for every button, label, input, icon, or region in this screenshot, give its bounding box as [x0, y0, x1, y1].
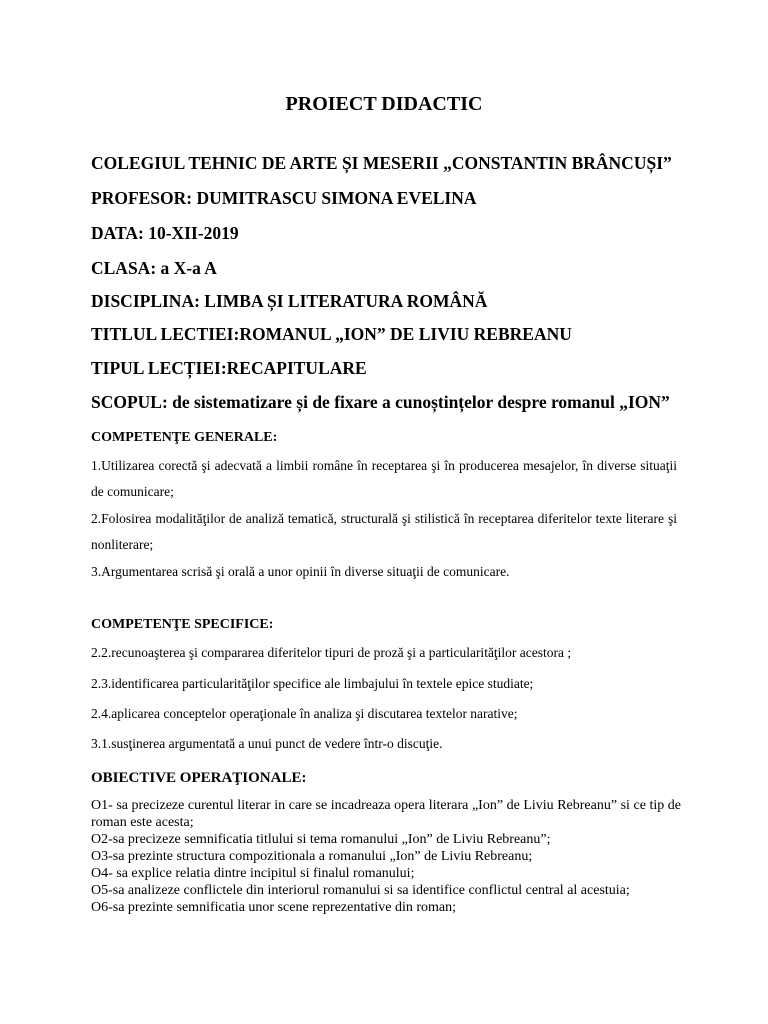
competente-specifice-heading: COMPETENŢE SPECIFICE: [91, 617, 274, 632]
document-title: PROIECT DIDACTIC [285, 93, 483, 115]
obiectiv-o5: O5-sa analizeze conflictele din interiorul romanului si sa identifice conflictul central al acestuia; [91, 883, 630, 898]
obiective-list [91, 797, 681, 916]
header-teacher: PROFESOR: DUMITRASCU SIMONA EVELINA [91, 188, 477, 208]
header-school: COLEGIUL TEHNIC DE ARTE ȘI MESERII „CONSTANTIN BRÂNCUȘI” [91, 153, 672, 173]
obiectiv-o6: O6-sa prezinte semnificatia unor scene reprezentative din roman; [91, 900, 457, 915]
header-lesson-title: TITLUL LECTIEI:ROMANUL „ION” DE LIVIU REBREANU [91, 324, 572, 344]
obiective-heading: OBIECTIVE OPERAŢIONALE: [91, 770, 307, 786]
competenta-specifica-1: 2.2.recunoaşterea şi compararea diferitelor tipuri de proză şi a particularităţilor acestora ; [91, 645, 572, 660]
header-class: CLASA: a X-a A [91, 258, 217, 278]
obiectiv-o3: O3-sa prezinte structura compozitionala a romanului „Ion” de Liviu Rebreanu; [91, 849, 533, 864]
header-scope: SCOPUL: de sistematizare și de fixare a cunoștințelor despre romanul „ION” [91, 392, 670, 412]
competente-generale-heading: COMPETENŢE GENERALE: [91, 430, 278, 445]
header-discipline: DISCIPLINA: LIMBA ȘI LITERATURA ROMÂNĂ [91, 291, 488, 311]
competenta-generala-1: 1.Utilizarea corectă şi adecvată a limbii române în receptarea şi în producerea mesajelor, în diverse situaţii de comunicare; [91, 458, 677, 499]
obiectiv-o1: O1- sa precizeze curentul literar in care se incadreaza opera literara „Ion” de Liviu Rebreanu” si ce tip de roman este acesta; [91, 798, 681, 830]
obiectiv-o2: O2-sa precizeze semnificatia titlului si tema romanului „Ion” de Liviu Rebreanu”; [91, 832, 551, 847]
competenta-specifica-4: 3.1.susţinerea argumentată a unui punct de vedere într-o discuţie. [91, 736, 443, 751]
obiectiv-o4: O4- sa explice relatia dintre incipitul si finalul romanului; [91, 866, 415, 881]
competenta-generala-2: 2.Folosirea modalităţilor de analiză tematică, structurală şi stilistică în receptarea diferitelor texte literare şi nonliterare; [91, 511, 677, 552]
header-lesson-type: TIPUL LECȚIEI:RECAPITULARE [91, 358, 367, 378]
competenta-specifica-2: 2.3.identificarea particularităţilor specifice ale limbajului în textele epice studiate; [91, 676, 534, 691]
competenta-specifica-3: 2.4.aplicarea conceptelor operaţionale în analiza şi discutarea textelor narative; [91, 706, 518, 721]
header-date: DATA: 10-XII-2019 [91, 223, 239, 243]
competenta-generala-3: 3.Argumentarea scrisă şi orală a unor opinii în diverse situaţii de comunicare. [91, 564, 510, 579]
